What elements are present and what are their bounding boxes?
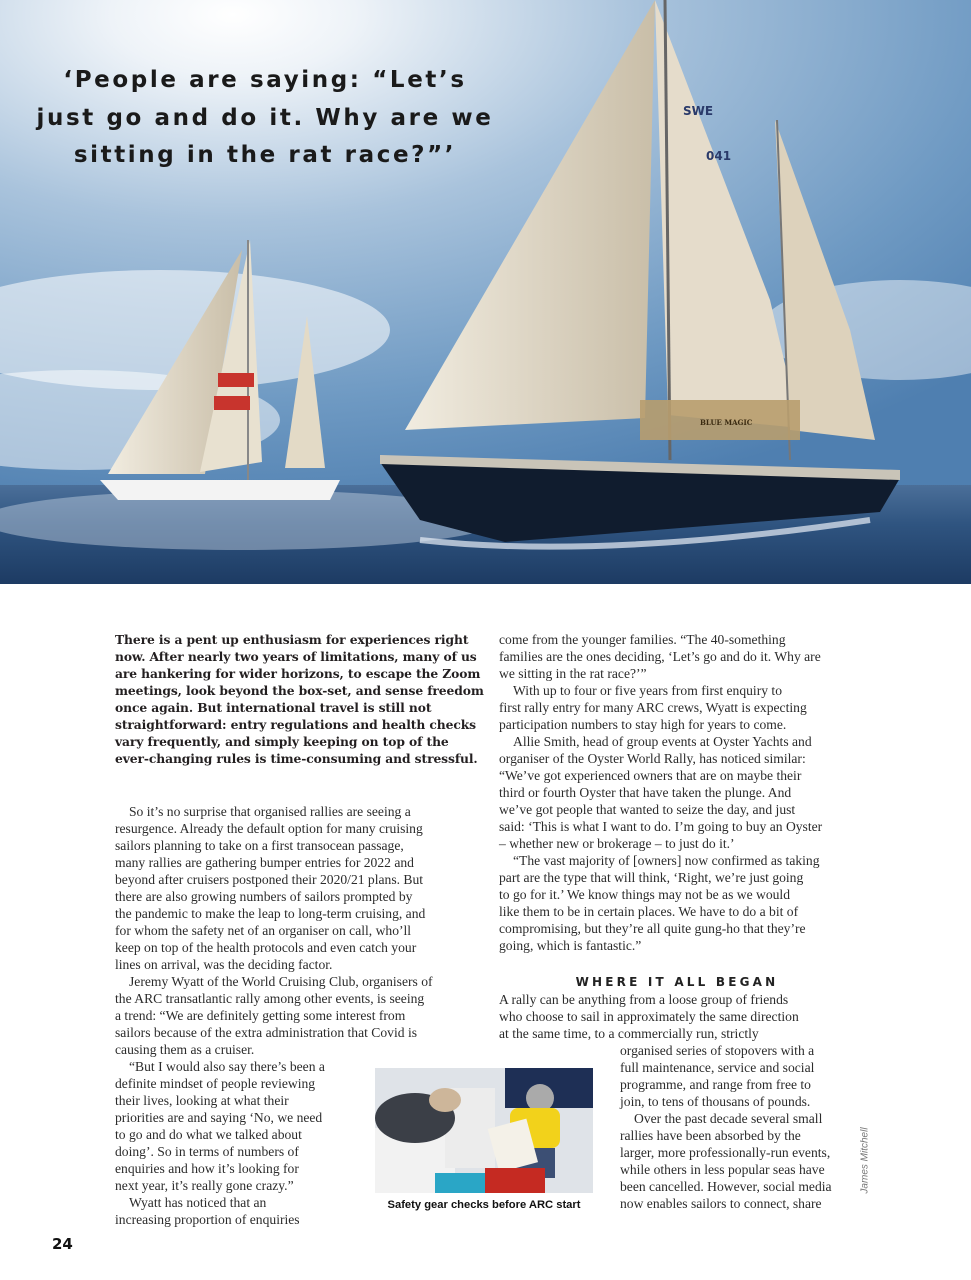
body-text-line: first rally entry for many ARC crews, Wyatt is expecting — [499, 700, 807, 715]
body-text-line: larger, more professionally-run events, — [620, 1145, 831, 1160]
body-text-line: So it’s no surprise that organised rallies are seeing a — [129, 803, 411, 819]
body-text-line: their lives, looking at what their — [115, 1092, 289, 1108]
body-text-line: – whether new or brokerage – to just do it.’ — [499, 836, 735, 851]
sail-number-top: SWE — [683, 104, 714, 118]
lead-paragraph-line: ever-changing rules is time-consuming and stressful. — [115, 751, 478, 766]
body-text-line: “But I would also say there’s been a — [129, 1058, 325, 1074]
lead-paragraph-line: meetings, look beyond the box-set, and sense freedom — [115, 683, 484, 698]
body-text-line: many rallies are gathering bumper entries for 2022 and — [115, 854, 414, 870]
body-text-line: beyond after cruisers postponed their 2020/21 plans. But — [115, 871, 424, 887]
body-text-line: compromising, but they’re all quite gung-ho that they’re — [499, 921, 806, 936]
hero-photo-sailboats — [0, 0, 971, 584]
body-text-line: we’ve got people that wanted to seize the day, and just — [499, 802, 796, 817]
body-text-line: resurgence. Already the default option for many cruising — [115, 820, 423, 836]
body-text-line: at the same time, to a commercially run, strictly — [499, 1026, 759, 1041]
body-text-line: come from the younger families. “The 40-something — [499, 632, 786, 647]
pull-quote-line: just go and do it. Why are we — [36, 104, 494, 131]
pull-quote-line: ‘People are saying: “Let’s — [63, 67, 467, 93]
body-text-line: while others in less popular seas have — [620, 1162, 825, 1177]
body-text-line: a trend: “We are definitely getting some interest from — [115, 1007, 406, 1023]
sail-number-bottom: 041 — [706, 149, 732, 163]
inset-photo-safety-check — [375, 1068, 593, 1193]
body-text-line: to go and do what we talked about — [115, 1126, 302, 1142]
page-number: 24 — [52, 1235, 73, 1253]
body-text-line: keep on top of the health protocols and even catch your — [115, 939, 417, 955]
lead-paragraph-line: straightforward: entry regulations and health checks — [115, 717, 476, 732]
body-text-line: With up to four or five years from first enquiry to — [513, 683, 782, 698]
body-text-line: A rally can be anything from a loose group of friends — [499, 992, 789, 1007]
lead-paragraph-line: once again. But international travel is still not — [115, 700, 432, 715]
body-text-line: Wyatt has noticed that an — [129, 1194, 267, 1210]
body-text-line: the ARC transatlantic rally among other events, is seeing — [115, 990, 425, 1006]
body-text-line: who choose to sail in approximately the same direction — [499, 1009, 799, 1024]
body-text-line: “We’ve got experienced owners that are on maybe their — [499, 768, 802, 783]
body-text-line: going, which is fantastic.” — [499, 938, 642, 953]
lead-paragraph-line: are hankering for wider horizons, to escape the Zoom — [115, 666, 481, 681]
body-text-line: causing them as a cruiser. — [115, 1041, 255, 1057]
body-text-line: families are the ones deciding, ‘Let’s go and do it. Why are — [499, 649, 821, 664]
body-text-line: now enables sailors to connect, share — [620, 1196, 822, 1211]
body-text-line: lines on arrival, was the deciding factor. — [115, 956, 333, 972]
body-text-line: the pandemic to make the leap to long-term cruising, and — [115, 905, 426, 921]
body-text-line: organised series of stopovers with a — [620, 1043, 815, 1058]
section-heading: WHERE IT ALL BEGAN — [575, 975, 779, 989]
body-text-line: part are the type that will think, ‘Right, we’re just going — [499, 870, 804, 885]
body-text-line: said: ‘This is what I want to do. I’m going to buy an Oyster — [499, 819, 823, 834]
body-text-line: join, to tens of thousans of pounds. — [620, 1094, 811, 1109]
body-text-line: organiser of the Oyster World Rally, has noticed similar: — [499, 751, 806, 766]
body-text-line: we sitting in the rat race?’” — [499, 666, 647, 681]
body-text-line: participation numbers to stay high for years to come. — [499, 717, 787, 732]
body-text-line: Over the past decade several small — [634, 1111, 823, 1126]
body-text-line: Jeremy Wyatt of the World Cruising Club, organisers of — [129, 973, 433, 989]
body-text-line: doing’. So in terms of numbers of — [115, 1143, 299, 1159]
body-text-line: programme, and range from free to — [620, 1077, 811, 1092]
body-text-line: like them to be in certain places. We have to do a bit of — [499, 904, 799, 919]
body-text-line: enquiries and how it’s looking for — [115, 1160, 299, 1176]
photo-credit: James Mitchell — [859, 1127, 871, 1194]
body-text-line: next year, it’s really gone crazy.” — [115, 1177, 294, 1193]
body-text-line: priorities are and saying ‘No, we need — [115, 1109, 323, 1125]
body-text-line: there are also growing numbers of sailors prompted by — [115, 888, 413, 904]
body-text-line: full maintenance, service and social — [620, 1060, 815, 1075]
body-text-line: for whom the safety net of an organiser on call, who’ll — [115, 922, 412, 938]
body-text-line: increasing proportion of enquiries — [115, 1211, 300, 1227]
body-text-line: to go for it.’ We know things may not be as we would — [499, 887, 791, 902]
body-text-line: definite mindset of people reviewing — [115, 1075, 316, 1091]
boat-name: BLUE MAGIC — [700, 418, 753, 427]
lead-paragraph-line: now. After nearly two years of limitations, many of us — [115, 649, 477, 664]
body-text-line: third or fourth Oyster that have taken the plunge. And — [499, 785, 792, 800]
lead-paragraph-line: vary frequently, and simply keeping on top of the — [115, 734, 449, 749]
body-text-line: Allie Smith, head of group events at Oyster Yachts and — [513, 734, 812, 749]
body-text-line: sailors planning to take on a first transocean passage, — [115, 837, 404, 853]
body-text-line: been cancelled. However, social media — [620, 1179, 832, 1194]
lead-paragraph-line: There is a pent up enthusiasm for experiences right — [115, 632, 469, 647]
body-text-line: “The vast majority of [owners] now confirmed as taking — [513, 853, 820, 868]
body-text-line: sailors because of the extra administration that Covid is — [115, 1024, 418, 1040]
pull-quote-line: sitting in the rat race?”’ — [73, 142, 457, 168]
pull-quote — [30, 62, 500, 175]
inset-caption: Safety gear checks before ARC start — [387, 1199, 581, 1211]
body-text-line: rallies have been absorbed by the — [620, 1128, 801, 1143]
